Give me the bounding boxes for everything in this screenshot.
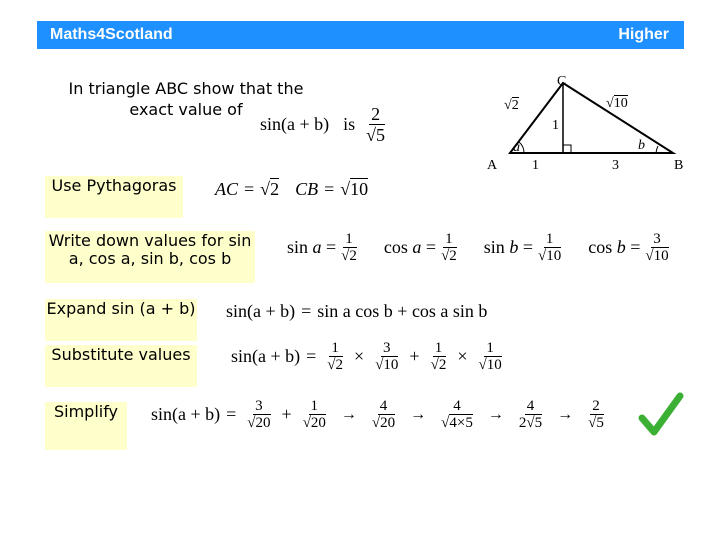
sub-frac-4: $\frac{1}{√10}$ bbox=[478, 340, 502, 373]
simp-frac-6: $\frac{2}{√5}$ bbox=[588, 398, 604, 431]
height-label: 1 bbox=[552, 118, 559, 133]
sub-lhs: sin(a + b) bbox=[231, 346, 301, 366]
question-line-1: In triangle ABC show that the bbox=[68, 79, 304, 98]
step-write-values-text: Write down values for sin a, cos a, sin b, cos b bbox=[48, 231, 252, 268]
substitute-result: sin(a + b) = $\frac{1}{√2}$ × $\frac{3}{√10}$ + $\frac{1}{√2}$ × $\frac{1}{√10}$ bbox=[231, 340, 502, 373]
simplify-result: sin(a + b) = $\frac{3}{√20}$ + $\frac{1}{√20}$ → $\frac{4}{√20}$ → $\frac{4}{√4\times 5}$ → $\frac{4}{2√5}$ → $\frac{2}{√5}$ bbox=[151, 398, 604, 431]
side-ac-label: √2 bbox=[504, 98, 519, 113]
question-expression bbox=[260, 104, 390, 145]
sub-frac-2: $\frac{3}{√10}$ bbox=[375, 340, 399, 373]
cos-a-name: cos a = bbox=[383, 237, 437, 257]
angle-a-label: a bbox=[513, 140, 520, 155]
simp-frac-3: $\frac{4}{√20}$ bbox=[371, 398, 396, 431]
sin-a-frac: $\frac{1}{√2}$ bbox=[341, 231, 357, 264]
simp-frac-5: $\frac{4}{2√5}$ bbox=[518, 398, 543, 431]
pyth-cb-value: √10 bbox=[340, 179, 369, 199]
header-banner bbox=[37, 21, 684, 49]
pythagoras-result: AC = √2 CB = √10 bbox=[215, 179, 369, 199]
simp-frac-4: $\frac{4}{√4\times 5}$ bbox=[441, 398, 473, 431]
pyth-ac-value: √2 bbox=[260, 179, 280, 199]
expand-rhs: sin a cos b + cos a sin b bbox=[317, 301, 488, 321]
simp-frac-1: $\frac{3}{√20}$ bbox=[247, 398, 271, 431]
left-base-label: 1 bbox=[532, 158, 539, 173]
question-sin-expr: sin(a + b) bbox=[260, 114, 330, 134]
question-numerator: 2 bbox=[371, 104, 381, 124]
vertex-a-label: A bbox=[487, 158, 498, 173]
simp-frac-2: $\frac{1}{√20}$ bbox=[302, 398, 326, 431]
triangle-outline bbox=[510, 83, 673, 153]
expand-result: sin(a + b) = sin a cos b + cos a sin b bbox=[226, 301, 488, 321]
simp-lhs: sin(a + b) bbox=[151, 404, 221, 424]
cos-a-frac: $\frac{1}{√2}$ bbox=[441, 231, 457, 264]
sin-b-name: sin b = bbox=[483, 237, 533, 257]
triangle-diagram bbox=[480, 70, 690, 180]
step-write-values bbox=[45, 231, 255, 283]
expand-lhs: sin(a + b) bbox=[226, 301, 296, 321]
sin-a-name: sin a = bbox=[287, 237, 337, 257]
question-line-2: exact value of bbox=[129, 100, 243, 119]
angle-b-label: b bbox=[638, 138, 645, 153]
right-angle-mark bbox=[563, 145, 571, 153]
sub-frac-1: $\frac{1}{√2}$ bbox=[327, 340, 344, 373]
trig-values bbox=[287, 231, 674, 264]
question-fraction bbox=[364, 104, 387, 145]
step-pythagoras: Use Pythagoras bbox=[45, 176, 183, 218]
pyth-cb-name: CB bbox=[295, 179, 319, 199]
angle-b-arc bbox=[656, 146, 658, 153]
sin-b-frac: $\frac{1}{√10}$ bbox=[537, 231, 562, 264]
question-is: is bbox=[343, 114, 356, 134]
step-expand: Expand sin (a + b) bbox=[45, 299, 197, 341]
side-cb-label: √10 bbox=[606, 96, 628, 111]
pyth-ac-name: AC bbox=[215, 179, 239, 199]
question-denominator: √5 bbox=[366, 125, 386, 145]
sub-frac-3: $\frac{1}{√2}$ bbox=[430, 340, 447, 373]
level-label: Higher bbox=[618, 26, 669, 43]
cos-b-name: cos b = bbox=[588, 237, 641, 257]
cos-b-frac: $\frac{3}{√10}$ bbox=[645, 231, 669, 264]
site-title: Maths4Scotland bbox=[50, 26, 173, 43]
vertex-b-label: B bbox=[674, 158, 684, 173]
step-simplify: Simplify bbox=[45, 402, 127, 450]
right-base-label: 3 bbox=[612, 158, 619, 173]
check-icon bbox=[638, 392, 684, 438]
step-substitute: Substitute values bbox=[45, 345, 197, 387]
vertex-c-label: C bbox=[557, 74, 567, 89]
